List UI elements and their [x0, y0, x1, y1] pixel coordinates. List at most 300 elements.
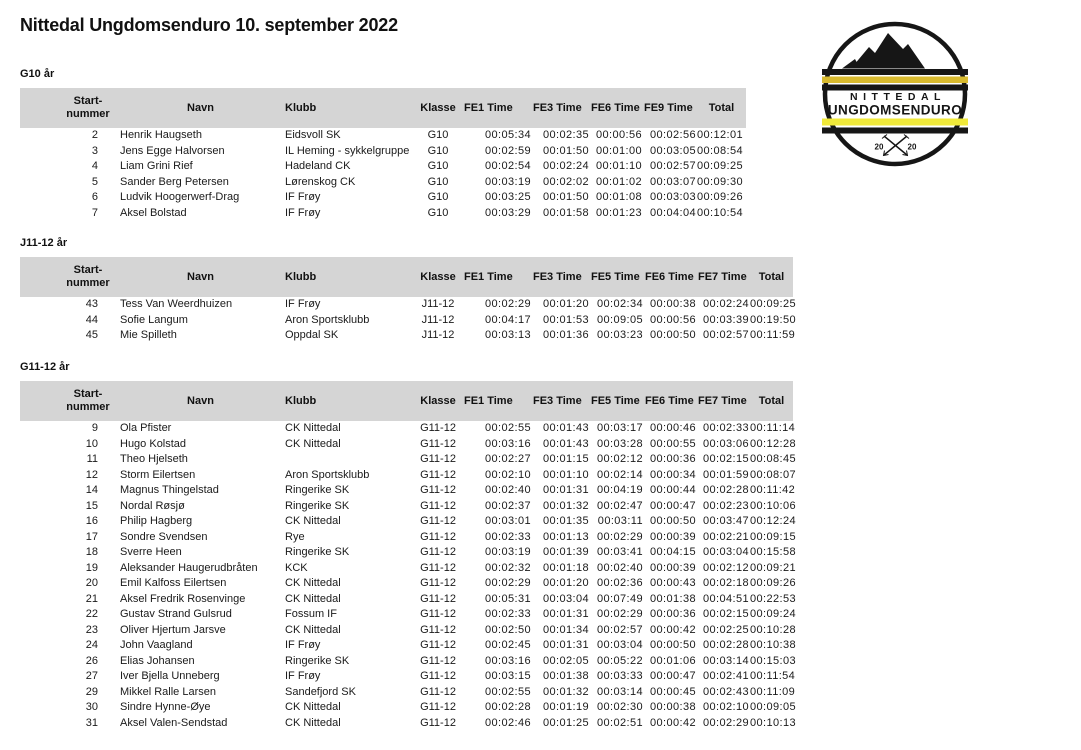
cell-fe6-time: 00:01:00 — [595, 144, 642, 157]
cell-fe9-time: 00:03:07 — [649, 175, 696, 188]
cell-fe7-time: 00:03:04 — [702, 546, 749, 558]
cell-fe3-time: 00:01:58 — [542, 206, 589, 219]
cell-klubb: Fossum IF — [285, 608, 337, 620]
cell-fe3-time: 00:01:32 — [542, 499, 589, 512]
cell-total: 00:15:58 — [750, 546, 797, 558]
table-row — [20, 190, 746, 206]
cell-fe1-time: 00:03:16 — [484, 437, 531, 450]
cell-fe6-time: 00:01:02 — [595, 175, 642, 188]
cell-klasse: G10 — [427, 144, 449, 157]
cell-fe1-time: 00:02:29 — [484, 577, 531, 589]
cell-fe3-time: 00:01:50 — [542, 144, 589, 157]
col-header-fe7-time: FE7 Time — [697, 381, 750, 421]
cell-start-nummer: 5 — [91, 175, 98, 188]
cell-klasse: G11-12 — [420, 623, 456, 636]
table-row — [20, 623, 793, 639]
section-j11-12 — [20, 237, 797, 344]
cell-klubb: Lørenskog CK — [285, 175, 356, 188]
cell-fe6-time: 00:00:44 — [649, 484, 696, 496]
mountain-icon — [851, 33, 925, 69]
cell-fe1-time: 00:03:25 — [484, 191, 531, 203]
table-row — [20, 297, 793, 313]
cell-total: 00:10:06 — [750, 499, 797, 512]
cell-fe3-time: 00:01:53 — [542, 313, 589, 326]
cell-klasse: G11-12 — [420, 608, 456, 620]
cell-fe7-time: 00:02:28 — [702, 639, 749, 651]
cell-fe1-time: 00:02:37 — [484, 499, 531, 512]
cell-fe1-time: 00:02:54 — [484, 160, 531, 172]
cell-start-nummer: 45 — [85, 329, 98, 341]
cell-klubb: Aron Sportsklubb — [285, 468, 370, 481]
cell-klasse: G11-12 — [420, 577, 456, 589]
cell-fe1-time: 00:02:32 — [484, 561, 531, 574]
cell-total: 00:09:05 — [750, 701, 797, 713]
cell-fe1-time: 00:02:46 — [484, 716, 531, 729]
section-g11-12 — [20, 361, 797, 731]
cell-fe7-time: 00:02:24 — [702, 298, 749, 310]
cell-klasse: G11-12 — [420, 468, 456, 481]
cell-fe1-time: 00:02:59 — [484, 144, 531, 157]
col-header-fe1-time: FE1 Time — [463, 381, 532, 421]
col-header-fe5-time: FE5 Time — [590, 257, 644, 297]
logo-stripe-yellow — [822, 119, 968, 126]
cell-navn: Sofie Langum — [120, 313, 188, 326]
cell-fe3-time: 00:01:25 — [542, 716, 589, 729]
cell-fe6-time: 00:00:42 — [649, 623, 696, 636]
col-header-fe3-time: FE3 Time — [532, 88, 590, 128]
cell-klasse: G11-12 — [420, 437, 456, 450]
cell-fe3-time: 00:03:04 — [542, 592, 589, 605]
cell-total: 00:12:24 — [750, 515, 797, 527]
cell-fe6-time: 00:00:39 — [649, 530, 696, 543]
cell-fe6-time: 00:00:50 — [649, 639, 696, 651]
cell-fe6-time: 00:00:45 — [649, 685, 696, 698]
cell-fe1-time: 00:03:16 — [484, 654, 531, 667]
header-row — [20, 257, 793, 297]
col-header-fe3-time: FE3 Time — [532, 257, 590, 297]
cell-klasse: G11-12 — [420, 592, 456, 605]
cell-total: 00:11:54 — [750, 670, 796, 682]
cell-total: 00:11:59 — [750, 329, 796, 341]
cell-fe5-time: 00:02:12 — [596, 453, 643, 465]
logo-year-left: 20 — [874, 142, 884, 152]
cell-fe3-time: 00:01:43 — [542, 422, 589, 434]
cell-fe7-time: 00:02:33 — [702, 422, 749, 434]
cell-start-nummer: 2 — [91, 129, 98, 141]
col-header-fe6-time: FE6 Time — [590, 88, 643, 128]
cell-navn: Tess Van Weerdhuizen — [120, 298, 233, 310]
cell-start-nummer: 30 — [85, 701, 98, 713]
cell-total: 00:08:45 — [750, 453, 797, 465]
cell-navn: Emil Kalfoss Eilertsen — [120, 577, 227, 589]
col-header-fe1-time: FE1 Time — [463, 257, 532, 297]
cell-total: 00:09:26 — [750, 577, 797, 589]
table-row — [20, 561, 793, 577]
table-row — [20, 206, 746, 222]
results-table-j11-12 — [20, 257, 797, 344]
cell-fe6-time: 00:01:23 — [595, 206, 642, 219]
header-row — [20, 381, 793, 421]
cell-fe3-time: 00:01:10 — [542, 468, 589, 481]
cell-fe1-time: 00:03:19 — [484, 546, 531, 558]
logo-name-line2: UNGDOMSENDURO — [827, 102, 963, 118]
cell-navn: Ludvik Hoogerwerf-Drag — [120, 191, 240, 203]
cell-fe7-time: 00:03:06 — [702, 437, 749, 450]
col-header-start-nummer: Start- nummer — [58, 381, 118, 421]
cell-fe3-time: 00:02:02 — [542, 175, 589, 188]
cell-fe5-time: 00:02:57 — [596, 623, 643, 636]
cell-klubb: IF Frøy — [285, 298, 321, 310]
results-table-g10 — [20, 88, 746, 221]
mountain-ridge-icon — [842, 59, 860, 69]
col-header-klubb: Klubb — [283, 381, 413, 421]
cell-klubb: Ringerike SK — [285, 654, 350, 667]
cell-fe5-time: 00:03:28 — [596, 437, 643, 450]
cell-fe6-time: 00:00:43 — [649, 577, 696, 589]
table-row — [20, 514, 793, 530]
cell-start-nummer: 4 — [91, 160, 98, 172]
cell-fe9-time: 00:02:57 — [649, 160, 696, 172]
col-header-fe1-time: FE1 Time — [463, 88, 532, 128]
section-label-j11-12: J11-12 år — [20, 237, 68, 249]
cell-klasse: G11-12 — [420, 670, 456, 682]
cell-fe7-time: 00:03:47 — [702, 515, 749, 527]
table-row — [20, 159, 746, 175]
cell-fe1-time: 00:03:19 — [484, 175, 531, 188]
cell-fe5-time: 00:03:14 — [596, 685, 643, 698]
cell-fe5-time: 00:04:19 — [596, 484, 643, 496]
cell-start-nummer: 10 — [85, 437, 98, 450]
col-header-blank — [20, 381, 58, 421]
cell-klasse: G11-12 — [420, 639, 456, 651]
cell-klubb: CK Nittedal — [285, 701, 341, 713]
cell-navn: Storm Eilertsen — [120, 468, 196, 481]
cell-fe3-time: 00:01:38 — [542, 670, 589, 682]
cell-total: 00:09:24 — [750, 608, 797, 620]
cell-klubb: IF Frøy — [285, 191, 321, 203]
col-header-klasse: Klasse — [413, 381, 463, 421]
cell-fe6-time: 00:00:50 — [649, 329, 696, 341]
cell-fe1-time: 00:02:10 — [484, 468, 531, 481]
cell-fe3-time: 00:01:13 — [542, 530, 589, 543]
cell-fe7-time: 00:02:10 — [702, 701, 749, 713]
cell-fe5-time: 00:02:30 — [596, 701, 643, 713]
cell-klasse: G11-12 — [420, 484, 456, 496]
table-row — [20, 328, 793, 344]
cell-klasse: G11-12 — [420, 422, 456, 434]
cell-total: 00:10:54 — [697, 206, 744, 219]
cell-klubb: IF Frøy — [285, 670, 321, 682]
table-row — [20, 144, 746, 160]
cell-fe7-time: 00:01:59 — [702, 468, 749, 481]
cell-fe6-time: 00:00:47 — [649, 670, 696, 682]
col-header-blank — [20, 88, 58, 128]
cell-klubb: IL Heming - sykkelgruppe — [285, 144, 410, 157]
cell-fe6-time: 00:00:36 — [649, 608, 696, 620]
cell-fe3-time: 00:02:05 — [542, 654, 589, 667]
cell-klubb: CK Nittedal — [285, 437, 341, 450]
cell-start-nummer: 9 — [91, 422, 98, 434]
cell-fe6-time: 00:04:15 — [649, 546, 696, 558]
cell-fe6-time: 00:00:55 — [649, 437, 696, 450]
event-logo — [822, 20, 968, 168]
cell-klasse: G11-12 — [420, 716, 456, 729]
cell-fe1-time: 00:02:55 — [484, 685, 531, 698]
cell-total: 00:10:38 — [750, 639, 797, 651]
cell-navn: Nordal Røsjø — [120, 499, 185, 512]
cell-start-nummer: 12 — [85, 468, 98, 481]
cell-navn: Mikkel Ralle Larsen — [120, 685, 216, 698]
cell-navn: Mie Spilleth — [120, 329, 177, 341]
cell-fe7-time: 00:02:28 — [702, 484, 749, 496]
cell-fe1-time: 00:02:28 — [484, 701, 531, 713]
table-row — [20, 175, 746, 191]
cell-fe9-time: 00:03:05 — [649, 144, 696, 157]
cell-fe5-time: 00:02:40 — [596, 561, 643, 574]
cell-fe6-time: 00:00:56 — [649, 313, 696, 326]
cell-klasse: G10 — [427, 206, 449, 219]
cell-navn: Ola Pfister — [120, 422, 172, 434]
cell-fe6-time: 00:00:38 — [649, 701, 696, 713]
cell-klasse: G11-12 — [420, 685, 456, 698]
event-logo-graphic — [822, 20, 968, 168]
cell-fe3-time: 00:01:31 — [542, 484, 589, 496]
cell-fe6-time: 00:00:39 — [649, 561, 696, 574]
cell-fe5-time: 00:03:04 — [596, 639, 643, 651]
cell-fe1-time: 00:02:29 — [484, 298, 531, 310]
cell-navn: Liam Grini Rief — [120, 160, 193, 172]
cell-fe6-time: 00:01:10 — [595, 160, 642, 172]
cell-start-nummer: 43 — [85, 298, 98, 310]
logo-stripe-black-top1 — [822, 69, 968, 75]
table-row — [20, 421, 793, 437]
cell-fe1-time: 00:02:40 — [484, 484, 531, 496]
cell-fe6-time: 00:00:42 — [649, 716, 696, 729]
table-row — [20, 576, 793, 592]
cell-fe1-time: 00:04:17 — [484, 313, 531, 326]
cell-klubb — [283, 452, 413, 468]
cell-klubb: Hadeland CK — [285, 160, 351, 172]
cell-navn: Sindre Hynne-Øye — [120, 701, 211, 713]
cell-total: 00:15:03 — [750, 654, 797, 667]
cell-fe7-time: 00:03:39 — [702, 313, 749, 326]
cell-klasse: G11-12 — [420, 701, 456, 713]
cell-navn: Aksel Valen-Sendstad — [120, 716, 228, 729]
table-row — [20, 545, 793, 561]
cell-navn: Gustav Strand Gulsrud — [120, 608, 232, 620]
col-header-start-nummer: Start- nummer — [58, 257, 118, 297]
cell-fe5-time: 00:03:23 — [596, 329, 643, 341]
table-row — [20, 716, 793, 732]
cell-fe5-time: 00:07:49 — [596, 592, 643, 605]
cell-start-nummer: 24 — [85, 639, 98, 651]
col-header-klubb: Klubb — [283, 88, 413, 128]
cell-total: 00:09:25 — [750, 298, 797, 310]
cell-start-nummer: 6 — [91, 191, 98, 203]
cell-fe6-time: 00:01:38 — [649, 592, 696, 605]
col-header-klasse: Klasse — [413, 257, 463, 297]
cell-start-nummer: 16 — [85, 515, 98, 527]
cell-fe7-time: 00:02:12 — [702, 561, 749, 574]
cell-fe5-time: 00:03:11 — [597, 515, 643, 527]
cell-klasse: G10 — [427, 175, 449, 188]
cell-navn: Henrik Haugseth — [120, 129, 202, 141]
cell-fe3-time: 00:01:15 — [542, 453, 589, 465]
logo-stripe-black-bottom — [822, 128, 968, 134]
cell-fe1-time: 00:05:31 — [484, 592, 531, 605]
cell-fe5-time: 00:02:29 — [596, 530, 643, 543]
cell-fe6-time: 00:00:36 — [649, 453, 696, 465]
cell-navn: Aleksander Haugerudbråten — [120, 561, 258, 574]
cell-fe5-time: 00:02:29 — [596, 608, 643, 620]
cell-fe1-time: 00:02:33 — [484, 608, 531, 620]
cell-fe5-time: 00:02:36 — [596, 577, 643, 589]
cell-klubb: Oppdal SK — [285, 329, 339, 341]
col-header-fe6-time: FE6 Time — [644, 381, 697, 421]
table-row — [20, 592, 793, 608]
cell-total: 00:09:21 — [750, 561, 797, 574]
cell-fe3-time: 00:01:31 — [542, 639, 589, 651]
cell-fe1-time: 00:02:33 — [484, 530, 531, 543]
cell-fe7-time: 00:02:57 — [702, 329, 749, 341]
cell-klubb: Aron Sportsklubb — [285, 313, 370, 326]
cell-fe7-time: 00:02:43 — [702, 685, 749, 698]
cell-total: 00:11:14 — [750, 422, 796, 434]
cell-fe5-time: 00:02:34 — [596, 298, 643, 310]
col-header-fe9-time: FE9 Time — [643, 88, 697, 128]
cell-fe3-time: 00:01:50 — [542, 191, 589, 203]
cell-klasse: J11-12 — [421, 329, 455, 341]
table-row — [20, 700, 793, 716]
cell-fe7-time: 00:02:29 — [702, 716, 749, 729]
results-table-g11-12 — [20, 381, 797, 731]
cell-start-nummer: 21 — [85, 592, 98, 605]
header-row — [20, 88, 746, 128]
cell-klasse: G11-12 — [420, 654, 456, 667]
col-header-navn: Navn — [118, 381, 283, 421]
cell-fe7-time: 00:02:41 — [702, 670, 749, 682]
cell-fe6-time: 00:00:47 — [649, 499, 696, 512]
cell-total: 00:12:28 — [750, 437, 797, 450]
cell-fe3-time: 00:01:32 — [542, 685, 589, 698]
col-header-fe6-time: FE6 Time — [644, 257, 697, 297]
cell-fe5-time: 00:05:22 — [596, 654, 643, 667]
cell-fe6-time: 00:00:34 — [649, 468, 696, 481]
cell-klubb: CK Nittedal — [285, 422, 341, 434]
cell-start-nummer: 14 — [85, 484, 98, 496]
cell-fe3-time: 00:02:35 — [542, 129, 589, 141]
section-g10 — [20, 68, 746, 221]
cell-total: 00:22:53 — [750, 592, 797, 605]
cell-klubb: IF Frøy — [285, 206, 321, 219]
table-row — [20, 499, 793, 515]
cell-fe3-time: 00:01:36 — [542, 329, 589, 341]
cell-total: 00:11:09 — [750, 685, 796, 698]
cell-total: 00:09:25 — [697, 160, 744, 172]
col-header-navn: Navn — [118, 88, 283, 128]
cell-start-nummer: 15 — [85, 499, 98, 512]
table-row — [20, 483, 793, 499]
cell-klubb: Ringerike SK — [285, 499, 350, 512]
cell-klasse: G11-12 — [420, 546, 456, 558]
col-header-total: Total — [697, 88, 746, 128]
cell-fe1-time: 00:02:45 — [484, 639, 531, 651]
cell-klubb: Rye — [285, 530, 305, 543]
cell-fe3-time: 00:02:24 — [542, 160, 589, 172]
cell-klasse: G11-12 — [420, 499, 456, 512]
cell-klubb: Ringerike SK — [285, 484, 350, 496]
cell-klubb: IF Frøy — [285, 639, 321, 651]
cell-navn: Sondre Svendsen — [120, 530, 208, 543]
cell-start-nummer: 27 — [85, 670, 98, 682]
cell-klasse: J11-12 — [421, 313, 455, 326]
cell-fe6-time: 00:01:06 — [649, 654, 696, 667]
cell-fe7-time: 00:02:23 — [702, 499, 749, 512]
cell-fe7-time: 00:02:15 — [702, 453, 749, 465]
cell-fe6-time: 00:00:46 — [649, 422, 696, 434]
cell-klasse: G11-12 — [420, 561, 456, 574]
cell-total: 00:10:28 — [750, 623, 797, 636]
cell-total: 00:11:42 — [750, 484, 796, 496]
cell-klasse: J11-12 — [421, 298, 455, 310]
cell-navn: Hugo Kolstad — [120, 437, 187, 450]
cell-navn: Philip Hagberg — [120, 515, 193, 527]
table-row — [20, 685, 793, 701]
table-row — [20, 607, 793, 623]
cell-start-nummer: 3 — [91, 144, 98, 157]
cell-fe1-time: 00:03:01 — [484, 515, 531, 527]
col-header-blank — [20, 257, 58, 297]
cell-fe6-time: 00:00:56 — [595, 129, 642, 141]
cell-fe3-time: 00:01:39 — [542, 546, 589, 558]
cell-fe6-time: 00:01:08 — [595, 191, 642, 203]
cell-start-nummer: 26 — [85, 654, 98, 667]
table-row — [20, 669, 793, 685]
logo-stripe-gold — [822, 77, 968, 84]
cell-start-nummer: 22 — [85, 608, 98, 620]
cell-klasse: G11-12 — [420, 530, 456, 543]
cell-fe1-time: 00:02:27 — [484, 453, 531, 465]
cell-total: 00:12:01 — [697, 129, 744, 141]
cell-klasse: G10 — [427, 191, 449, 203]
logo-name-line1: NITTEDAL — [850, 91, 946, 103]
cell-fe7-time: 00:02:25 — [702, 623, 749, 636]
cell-fe1-time: 00:03:15 — [484, 670, 531, 682]
cell-total: 00:10:13 — [750, 716, 797, 729]
page-title: Nittedal Ungdomsenduro 10. september 2022 — [20, 15, 398, 35]
cell-fe1-time: 00:02:50 — [484, 623, 531, 636]
cell-klasse: G10 — [427, 129, 449, 141]
table-row — [20, 313, 793, 329]
cell-klubb: CK Nittedal — [285, 716, 341, 729]
cell-fe3-time: 00:01:19 — [542, 701, 589, 713]
cell-start-nummer: 44 — [85, 313, 98, 326]
cell-fe9-time: 00:04:04 — [649, 206, 696, 219]
cell-start-nummer: 31 — [85, 716, 98, 729]
cell-fe5-time: 00:03:41 — [596, 546, 643, 558]
cell-navn: Sverre Heen — [120, 546, 182, 558]
col-header-total: Total — [750, 381, 793, 421]
cell-navn: Elias Johansen — [120, 654, 195, 667]
cell-fe9-time: 00:03:03 — [649, 191, 696, 203]
cell-start-nummer: 11 — [86, 453, 98, 465]
cell-klubb: CK Nittedal — [285, 592, 341, 605]
cell-total: 00:19:50 — [750, 313, 797, 326]
cell-navn: Sander Berg Petersen — [120, 175, 229, 188]
cell-total: 00:08:07 — [750, 468, 797, 481]
cell-fe3-time: 00:01:20 — [542, 577, 589, 589]
cell-klubb: Eidsvoll SK — [285, 129, 341, 141]
